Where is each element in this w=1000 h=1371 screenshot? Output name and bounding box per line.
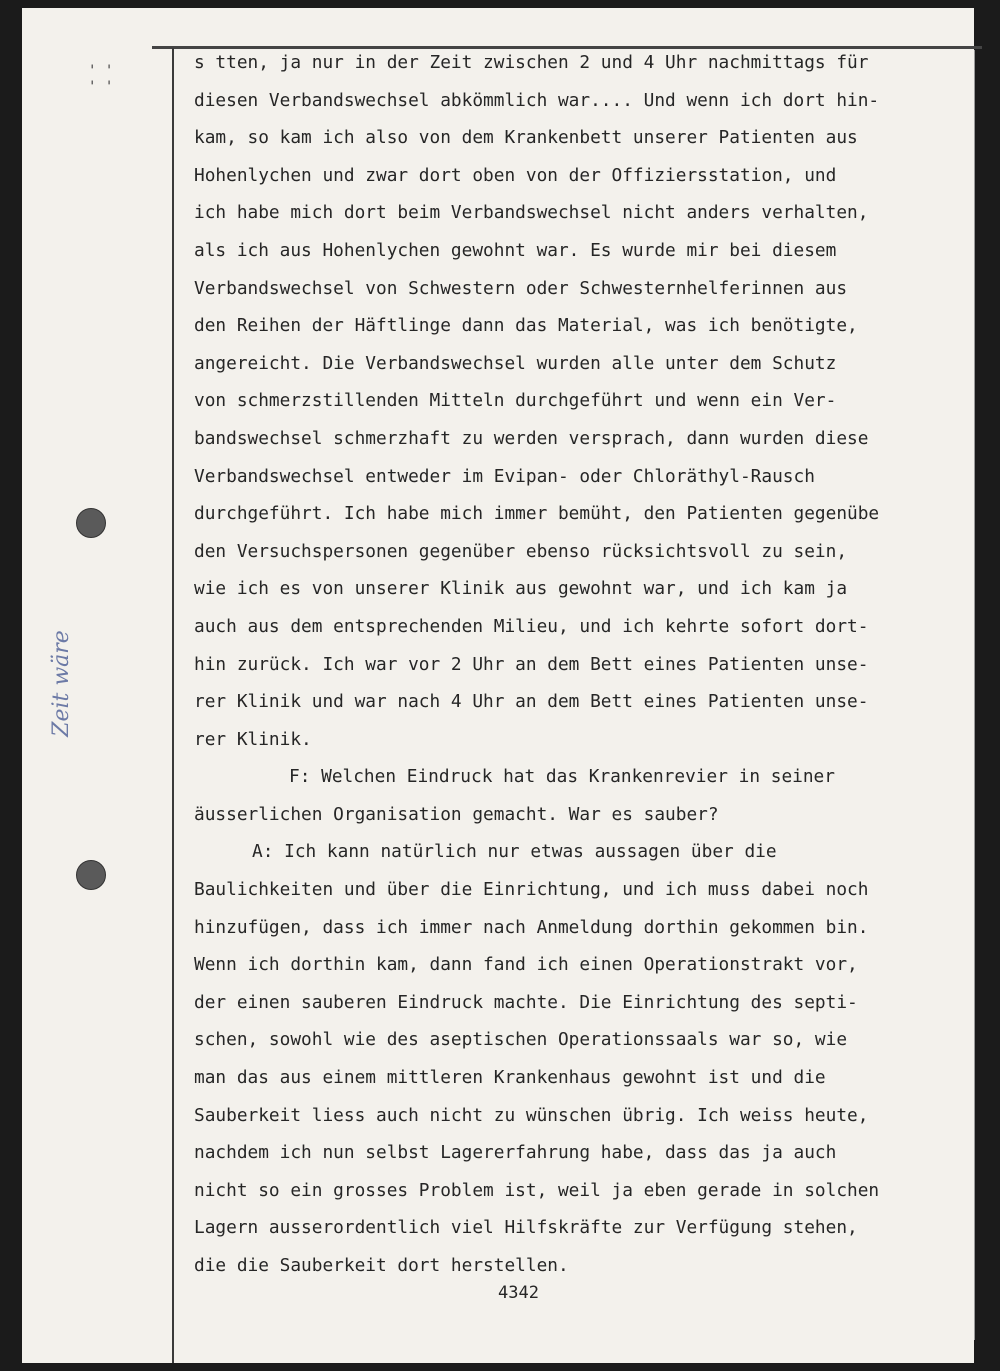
text-line: der einen sauberen Eindruck machte. Die Einrichtung des septi- (194, 991, 858, 1013)
document-page (22, 8, 974, 1363)
text-line: angereicht. Die Verbandswechsel wurden alle unter dem Schutz (194, 352, 837, 374)
text-line: durchgeführt. Ich habe mich immer bemüht, den Patienten gegenübe (194, 503, 880, 525)
text-line: auch aus dem entsprechenden Milieu, und ich kehrte sofort dort- (194, 615, 869, 637)
text-line: Wenn ich dorthin kam, dann fand ich einen Operationstrakt vor, (194, 954, 858, 976)
text-line: schen, sowohl wie des aseptischen Operationssaals war so, wie (194, 1029, 848, 1051)
text-line: Baulichkeiten und über die Einrichtung, und ich muss dabei noch (194, 879, 869, 901)
text-line: Sauberkeit liess auch nicht zu wünschen übrig. Ich weiss heute, (194, 1104, 869, 1126)
answer-line: A: Ich kann natürlich nur etwas aussagen über die (252, 841, 777, 863)
text-line: Lagern ausserordentlich viel Hilfskräfte zur Verfügung stehen, (194, 1217, 858, 1239)
text-line: den Reihen der Häftlinge dann das Material, was ich benötigte, (194, 315, 858, 337)
left-margin-line (172, 48, 174, 1363)
text-line: Verbandswechsel entweder im Evipan- oder Chloräthyl-Rausch (194, 465, 815, 487)
text-line: als ich aus Hohenlychen gewohnt war. Es wurde mir bei diesem (194, 239, 837, 261)
text-line: kam, so kam ich also von dem Krankenbett unserer Patienten aus (194, 127, 858, 149)
text-line: bandswechsel schmerzhaft zu werden versprach, dann wurden diese (194, 427, 869, 449)
text-line: Verbandswechsel von Schwestern oder Schwesternhelferinnen aus (194, 277, 848, 299)
text-line: die die Sauberkeit dort herstellen. (194, 1255, 569, 1276)
text-line: s tten, ja nur in der Zeit zwischen 2 und 4 Uhr nachmittags für (194, 52, 869, 73)
text-line: Hohenlychen und zwar dort oben von der Offiziersstation, und (194, 164, 837, 186)
text-line: ich habe mich dort beim Verbandswechsel nicht anders verhalten, (194, 202, 869, 224)
text-line: wie ich es von unserer Klinik aus gewohnt war, und ich kam ja (194, 578, 848, 600)
page-number: 4342 (498, 1283, 539, 1303)
body-text (194, 44, 906, 1285)
margin-dots: ' ' ' ' (88, 63, 114, 95)
punch-hole-icon (76, 860, 106, 890)
text-line: hinzufügen, dass ich immer nach Anmeldung dorthin gekommen bin. (194, 916, 869, 938)
right-margin-line (974, 50, 975, 1340)
question-line: F: Welchen Eindruck hat das Krankenrevier in seiner (289, 766, 835, 788)
text-line: äusserlichen Organisation gemacht. War es sauber? (194, 803, 719, 825)
text-line: hin zurück. Ich war vor 2 Uhr an dem Bett eines Patienten unse- (194, 653, 869, 675)
text-line: diesen Verbandswechsel abkömmlich war.... Und wenn ich dort hin- (194, 89, 880, 111)
text-line: man das aus einem mittleren Krankenhaus gewohnt ist und die (194, 1067, 826, 1089)
text-line: rer Klinik. (194, 728, 312, 750)
text-line: nicht so ein grosses Problem ist, weil ja eben gerade in solchen (194, 1179, 880, 1201)
text-line: nachdem ich nun selbst Lagererfahrung habe, dass das ja auch (194, 1142, 837, 1164)
text-line: den Versuchspersonen gegenüber ebenso rücksichtsvoll zu sein, (194, 540, 848, 562)
text-line: von schmerzstillenden Mitteln durchgeführt und wenn ein Ver- (194, 390, 837, 412)
handwritten-margin-note: Zeit wäre (48, 629, 74, 737)
text-line: rer Klinik und war nach 4 Uhr an dem Bett eines Patienten unse- (194, 691, 869, 713)
punch-hole-icon (76, 508, 106, 538)
